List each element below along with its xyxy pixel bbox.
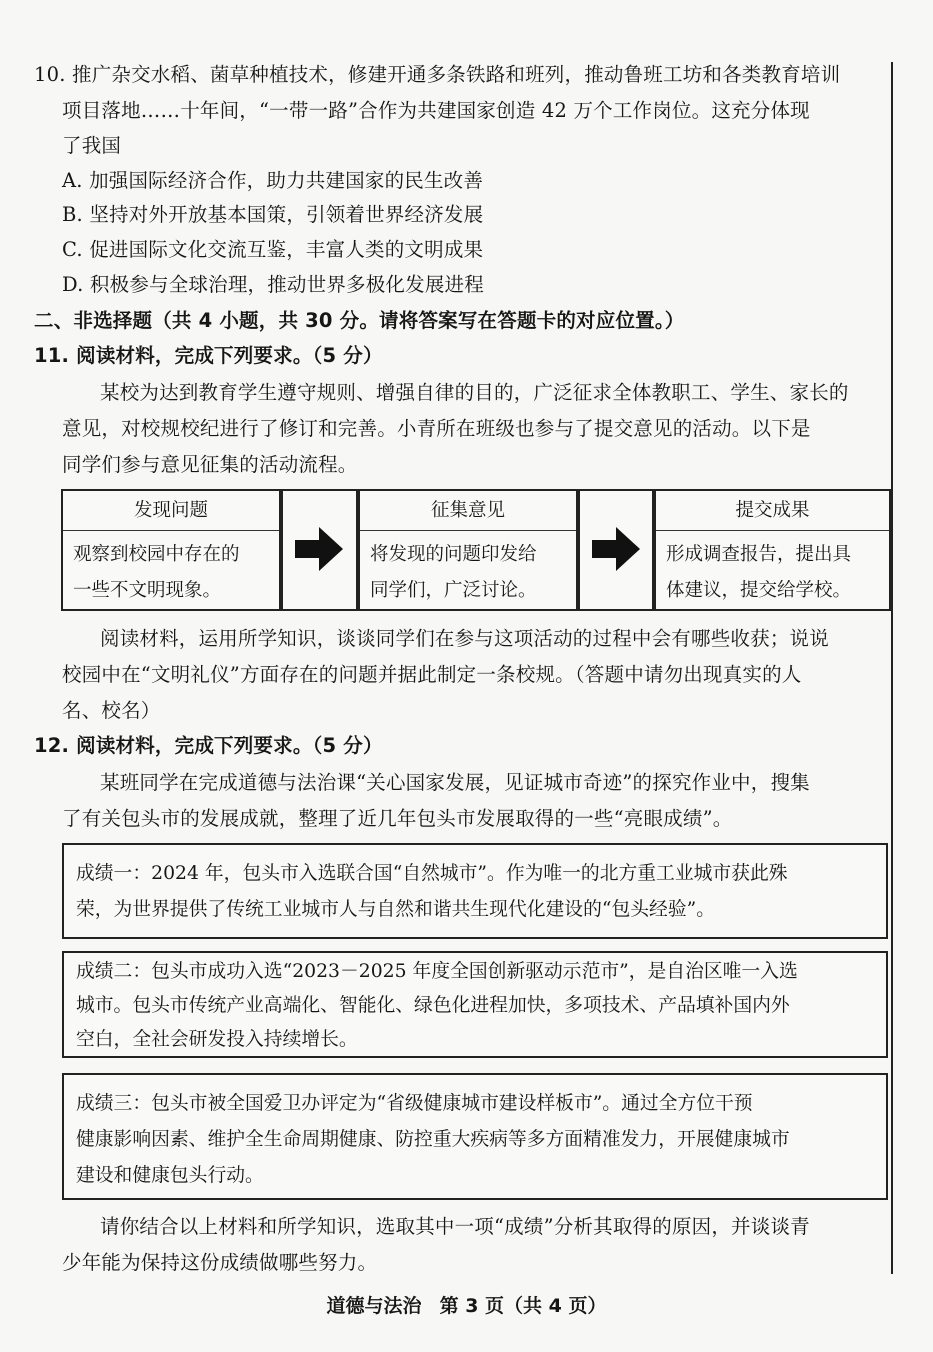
achievement-box-3: [62, 1073, 888, 1200]
right-arrow-icon: [592, 527, 640, 571]
achievement-3-line-3: 建设和健康包头行动。: [76, 1165, 264, 1186]
q11-paragraph-line-1: 某校为达到教育学生遵守规则、增强自律的目的，广泛征求全体教职工、学生、家长的: [100, 381, 849, 404]
q10-stem-line-1: 10. 推广杂交水稻、菌草种植技术，修建开通多条铁路和班列，推动鲁班工坊和各类教育培训: [34, 63, 841, 86]
flow-step-discover: [61, 489, 281, 611]
achievement-2-line-2: 城市。包头市传统产业高端化、智能化、绿色化进程加快，多项技术、产品填补国内外: [76, 995, 790, 1016]
page-footer: [0, 1291, 933, 1318]
achievement-box-1: [62, 843, 888, 939]
flow-step-discover-text-1: 观察到校园中存在的: [73, 544, 240, 565]
flow-arrow-cell-1: [281, 489, 358, 611]
flow-step-collect-title: 征集意见: [360, 491, 576, 531]
flow-step-submit-text-2: 体建议，提交给学校。: [666, 580, 852, 601]
achievement-1-line-1: 成绩一：2024 年，包头市入选联合国“自然城市”。作为唯一的北方重工业城市获此殊: [76, 863, 788, 884]
achievement-3-line-2: 健康影响因素、维护全生命周期健康、防控重大疾病等多方面精准发力，开展健康城市: [76, 1129, 790, 1150]
flow-step-discover-text-2: 一些不文明现象。: [73, 580, 222, 601]
q12-title: 12. 阅读材料，完成下列要求。（5 分）: [34, 734, 383, 757]
q11-ask-line-3: 名、校名）: [62, 699, 161, 722]
q12-ask-line-1: 请你结合以上材料和所学知识，选取其中一项“成绩”分析其取得的原因，并谈谈青: [100, 1215, 810, 1238]
q10-option-b: B. 坚持对外开放基本国策，引领着世界经济发展: [62, 203, 484, 226]
flow-arrow-cell-2: [578, 489, 654, 611]
flow-step-collect-text-1: 将发现的问题印发给: [370, 544, 537, 565]
q10-stem-line-2: 项目落地……十年间，“一带一路”合作为共建国家创造 42 万个工作岗位。这充分体现: [62, 99, 810, 122]
footer-subject: 道德与法治: [326, 1295, 422, 1317]
achievement-1-line-2: 荣，为世界提供了传统工业城市人与自然和谐共生现代化建设的“包头经验”。: [76, 899, 715, 920]
q11-paragraph-line-2: 意见，对校规校纪进行了修订和完善。小青所在班级也参与了提交意见的活动。以下是: [62, 417, 811, 440]
achievement-box-2: [62, 951, 888, 1058]
achievement-3-line-1: 成绩三：包头市被全国爱卫办评定为“省级健康城市建设样板市”。通过全方位干预: [76, 1093, 753, 1114]
q11-title: 11. 阅读材料，完成下列要求。（5 分）: [34, 344, 383, 367]
q11-paragraph-line-3: 同学们参与意见征集的活动流程。: [62, 453, 358, 476]
flow-step-submit: [654, 489, 891, 611]
footer-page-number: 第 3 页（共 4 页）: [439, 1295, 607, 1317]
right-margin-rule: [891, 62, 893, 1274]
flow-step-collect: [358, 489, 578, 611]
q10-stem-line-3: 了我国: [62, 134, 122, 157]
q12-paragraph-line-1: 某班同学在完成道德与法治课“关心国家发展，见证城市奇迹”的探究作业中，搜集: [100, 771, 810, 794]
right-arrow-icon: [295, 527, 343, 571]
section-2-heading: 二、非选择题（共 4 小题，共 30 分。请将答案写在答题卡的对应位置。）: [34, 309, 685, 332]
achievement-2-line-3: 空白，全社会研发投入持续增长。: [76, 1029, 358, 1050]
flow-step-discover-title: 发现问题: [63, 491, 279, 531]
q10-option-c: C. 促进国际文化交流互鉴，丰富人类的文明成果: [62, 238, 484, 261]
q12-paragraph-line-2: 了有关包头市的发展成就，整理了近几年包头市发展取得的一些“亮眼成绩”。: [62, 807, 733, 830]
achievement-2-line-1: 成绩二：包头市成功入选“2023－2025 年度全国创新驱动示范市”，是自治区唯一入选: [76, 961, 798, 982]
q10-option-d: D. 积极参与全球治理，推动世界多极化发展进程: [62, 273, 484, 296]
q11-ask-line-1: 阅读材料，运用所学知识，谈谈同学们在参与这项活动的过程中会有哪些收获；说说: [100, 627, 829, 650]
q11-ask-line-2: 校园中在“文明礼仪”方面存在的问题并据此制定一条校规。（答题中请勿出现真实的人: [62, 663, 802, 686]
q10-option-a: A. 加强国际经济合作，助力共建国家的民生改善: [62, 169, 484, 192]
flow-step-collect-text-2: 同学们，广泛讨论。: [370, 580, 537, 601]
flow-step-submit-text-1: 形成调查报告，提出具: [666, 544, 852, 565]
flow-step-submit-title: 提交成果: [656, 491, 889, 531]
q12-ask-line-2: 少年能为保持这份成绩做哪些努力。: [62, 1251, 378, 1274]
